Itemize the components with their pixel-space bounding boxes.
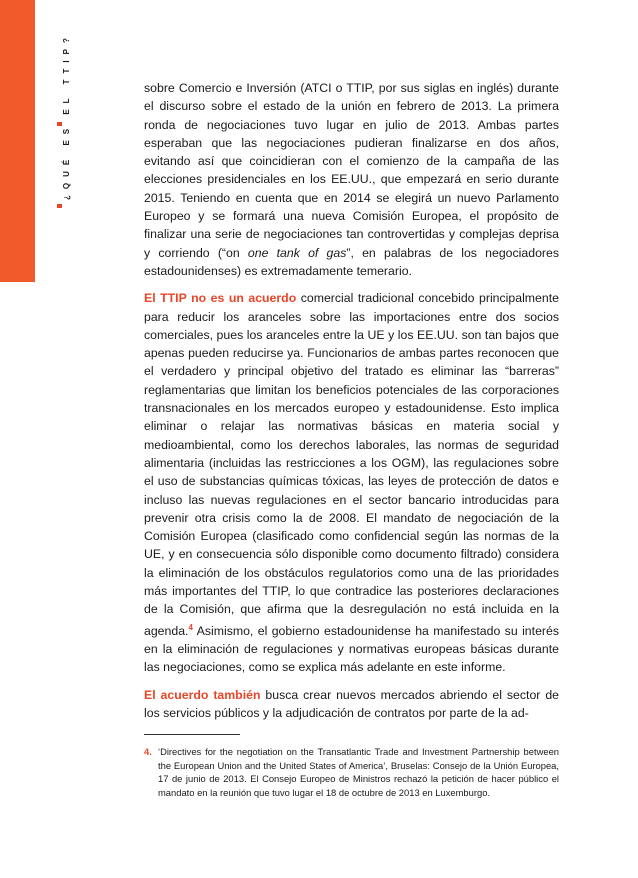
paragraph-2: El TTIP no es un acuerdo comercial tradicional concebido principalmente para reducir los aranceles sobre las importaciones entre dos socios comerciales, pues los aranceles entre la UE y los EE.UU. son tan bajos que apenas pueden reducirse ya. Funcionarios de ambas partes reconocen que el verdadero y principal objetivo del tratado es eliminar las “barreras” reglamentarias que limitan los beneficios potenciales de las corporaciones transnacionales en los mercados europeo y estadounidense. Esto implica eliminar o relajar las normativas básicas en materia social y medioambiental, como los derechos laborales, las normas de seguridad alimentaria (incluidas las restricciones a los OGM), las regulaciones sobre el uso de substancias químicas tóxicas, las leyes de protección de datos e incluso las nuevas regulaciones en el sector bancario introducidas para prevenir otra crisis como la de 2008. El mandato de negociación de la Comisión Europea (clasificado como confidencial según las normas de la UE, y en consecuencia sólo disponible como documento filtrado) considera la eliminación de los obstáculos regulatorios como una de las prioridades más importantes del TTIP, lo que contradice las posteriores declaraciones de la Comisión, que afirma que la desregulación no está incluida en la agenda.$^4$ Asimismo, el gobierno estadounidense ha manifestado su interés en la eliminación de regulaciones y normativas europeas básicas durante las negociaciones, como se explica más adelante en este informe. — [144, 291, 559, 675]
side-mark-bottom — [57, 204, 62, 208]
footnote-divider — [144, 734, 240, 735]
main-text — [144, 79, 559, 800]
footnote — [144, 745, 559, 799]
footnote-reference[interactable]: 4 — [188, 622, 193, 632]
footnote-number: 4. — [144, 746, 152, 758]
paragraph-3-lead: El acuerdo también — [144, 687, 261, 702]
footnote-text: ‘Directives for the negotiation on the Transatlantic Trade and Investment Partnership between the European Union and the United States of America’, Bruselas: Consejo de la Unión Europea, 17 de junio de 2013. El Consejo Europeo de Ministros rechazó la petición de hacer público el mandato en la reunión que tuvo lugar el 18 de octubre de 2013 en Luxemburgo. — [158, 746, 559, 798]
paragraph-1: sobre Comercio e Inversión (ATCI o TTIP, por sus siglas en inglés) durante el discurso sobre el estado de la unión en febrero de 2013. La primera ronda de negociaciones tuvo lugar en julio de 2013. Ambas partes esperaban que las negociaciones pudieran finalizarse en dos años, evitando así que coincidieran con el comienzo de la campaña de las elecciones presidenciales en los EE.UU., que empezará en serio durante 2015. Teniendo en cuenta que en 2014 se elegirá un nuevo Parlamento Europeo y se formará una nueva Comisión Europea, el propósito de finalizar una serie de negociaciones tan controvertidas y complejas deprisa y corriendo (“on one tank of gas”, en palabras de los negociadores estadounidenses) es extremadamente temerario. — [144, 81, 559, 278]
paragraph-1-emphasis: one tank of gas — [247, 245, 347, 260]
running-title: ¿QUÉ ES EL TTIP? — [62, 32, 71, 200]
paragraph-2-lead: El TTIP no es un acuerdo — [144, 291, 297, 306]
paragraph-3: El acuerdo también busca crear nuevos mercados abriendo el sector de los servicios públicos y la adjudicación de contratos por parte de la ad- — [144, 687, 559, 720]
orange-side-bar — [0, 0, 35, 282]
